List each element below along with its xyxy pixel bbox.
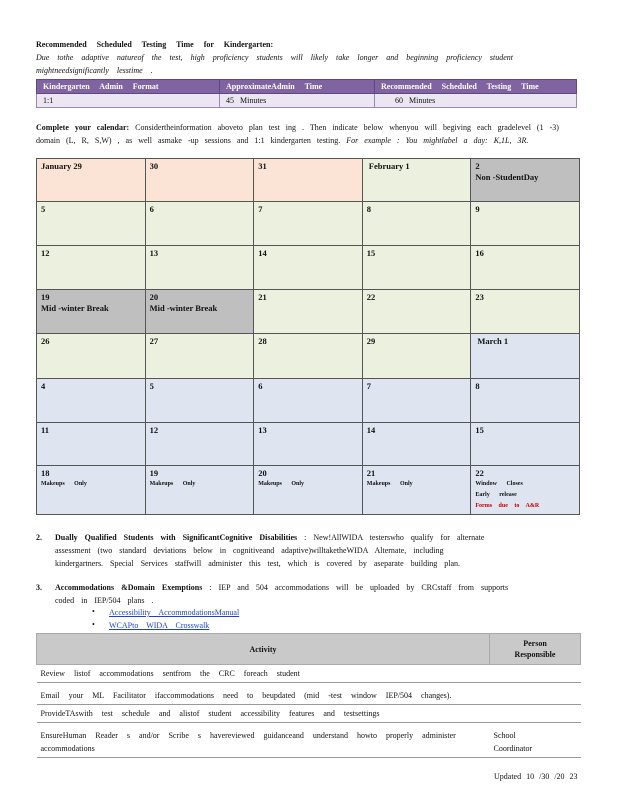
- schedule-cell-recommended: 60 Minutes: [375, 94, 577, 108]
- bullet-icon: •: [92, 607, 95, 616]
- bullet-icon: •: [92, 620, 95, 629]
- accessibility-manual-anchor[interactable]: Accessibility AccommodationsManual: [109, 608, 240, 617]
- item-2-line3: kindergartners. Special Services staffwill administer this test, which is covered by aseparate building plan.: [55, 559, 461, 568]
- calendar-forms-note: Forms due to A&R: [475, 503, 540, 509]
- calendar-cell[interactable]: [37, 290, 146, 334]
- calendar-cell[interactable]: [362, 202, 471, 246]
- updated-date: Updated 10 /30 /20 23: [494, 772, 578, 781]
- calendar-note: Makeups Only: [258, 481, 305, 487]
- person-cell: [490, 723, 581, 758]
- item-3-number: 3.: [36, 583, 42, 592]
- calendar-cell[interactable]: [145, 466, 254, 515]
- schedule-cell-approx: 45 Minutes: [220, 94, 375, 108]
- calendar-day: 20: [258, 468, 267, 478]
- calendar-cell[interactable]: [37, 423, 146, 466]
- calendar-day: 6: [149, 204, 154, 214]
- calendar-cell[interactable]: [471, 202, 580, 246]
- calendar-cell[interactable]: [471, 246, 580, 290]
- schedule-description: Due tothe adaptive natureof the test, high proficiency students will likely take longer and beginning proficiency student mightneedsignificantly lesstime .: [36, 53, 514, 75]
- calendar-day: 8: [366, 204, 372, 214]
- calendar-day: 14: [258, 248, 267, 258]
- calendar-day: 5: [41, 204, 46, 214]
- item-2-number: 2.: [36, 533, 42, 542]
- item-3-lead: Accommodations &Domain Exemptions: [55, 583, 203, 592]
- calendar-cell[interactable]: [362, 379, 471, 423]
- calendar-cell[interactable]: [471, 334, 580, 379]
- activity-cell: Review listof accommodations sentfrom the CRC foreach student: [37, 665, 490, 683]
- calendar-day: 23: [475, 292, 484, 302]
- calendar-day: 2: [475, 161, 480, 171]
- schedule-header-format: Kindergarten Admin Format: [37, 80, 220, 94]
- calendar-day: 22: [366, 292, 376, 302]
- activity-cell: ProvideTAswith test schedule and alistof student accessibility features and testsettings: [37, 705, 490, 723]
- calendar-day: 14: [366, 425, 376, 435]
- calendar-cell[interactable]: [362, 159, 471, 202]
- calendar-cell[interactable]: [362, 423, 471, 466]
- calendar-note: Makeups Only: [149, 481, 196, 487]
- accessibility-manual-link[interactable]: [109, 606, 239, 619]
- calendar-cell[interactable]: [145, 334, 254, 379]
- calendar-cell[interactable]: [37, 159, 146, 202]
- calendar-cell[interactable]: [471, 423, 580, 466]
- calendar-intro: [36, 121, 584, 147]
- calendar-cell[interactable]: [37, 246, 146, 290]
- activity-cell: Email your ML Facilitator ifaccommodations need to beupdated (mid -test window IEP/504 changes).: [37, 683, 490, 705]
- calendar-cell[interactable]: [254, 159, 363, 202]
- person-cell-text: School Coordinator: [493, 731, 533, 753]
- calendar-intro-example: For example : You mightlabel a day: K,1L, 3R.: [346, 136, 529, 145]
- calendar-day: 12: [41, 248, 50, 258]
- item-3-text: [55, 581, 585, 594]
- calendar-cell[interactable]: [254, 202, 363, 246]
- calendar-day: 9: [475, 204, 480, 214]
- calendar-day: 8: [475, 381, 480, 391]
- calendar-day: 12: [149, 425, 159, 435]
- calendar-cell[interactable]: [362, 290, 471, 334]
- calendar-day: 19: [41, 292, 50, 302]
- calendar-day: 27: [149, 336, 159, 346]
- calendar-note: Window Closes: [475, 481, 523, 487]
- calendar-cell[interactable]: [362, 246, 471, 290]
- activity-table: [36, 633, 581, 758]
- calendar-day: March 1: [477, 336, 509, 346]
- calendar-day: 13: [149, 248, 159, 258]
- calendar-cell[interactable]: [145, 246, 254, 290]
- calendar-day: 15: [475, 425, 484, 435]
- calendar-day: 30: [149, 161, 159, 171]
- calendar-cell[interactable]: [254, 290, 363, 334]
- calendar-day: 21: [366, 468, 376, 478]
- calendar-day: 19: [149, 468, 159, 478]
- calendar-cell[interactable]: [37, 202, 146, 246]
- person-cell: [490, 705, 581, 723]
- calendar-day: January 29: [41, 161, 82, 171]
- person-cell: [490, 665, 581, 683]
- item-2-text: [55, 531, 585, 544]
- activity-header: Activity: [37, 634, 490, 665]
- schedule-header-approx: ApproximateAdmin Time: [220, 80, 375, 94]
- table-row: [37, 723, 581, 758]
- person-header-text: Person Responsible: [514, 639, 556, 659]
- calendar-note: Mid -winter Break: [41, 303, 109, 313]
- calendar-day: 16: [475, 248, 484, 258]
- calendar-cell[interactable]: [145, 423, 254, 466]
- calendar-day: 5: [149, 381, 154, 391]
- calendar-day: 6: [258, 381, 263, 391]
- calendar-day: 26: [41, 336, 50, 346]
- calendar-intro-lead: Complete your calendar:: [36, 123, 130, 132]
- calendar-cell[interactable]: [471, 290, 580, 334]
- calendar-day: February 1: [368, 161, 410, 171]
- calendar-note: Non -StudentDay: [475, 172, 539, 182]
- person-cell: [490, 683, 581, 705]
- calendar-day: 29: [366, 336, 376, 346]
- calendar-cell[interactable]: [362, 466, 471, 515]
- calendar-day: 28: [258, 336, 267, 346]
- calendar-cell[interactable]: [254, 466, 363, 515]
- schedule-header-recommended: Recommended Scheduled Testing Time: [375, 80, 577, 94]
- calendar-note: Early release: [475, 492, 517, 498]
- calendar-note: Makeups Only: [41, 481, 87, 487]
- person-header: [490, 634, 581, 665]
- calendar-day: 11: [41, 425, 50, 435]
- item-2-line1: : New!AllWIDA testerswho qualify for alternate: [297, 533, 485, 542]
- calendar-day: 15: [366, 248, 376, 258]
- item-2-line2: assessment (two standard deviations below in cognitiveand adaptive)willtaketheWIDA Alternate, including: [55, 546, 444, 555]
- item-3-line1: : IEP and 504 accommodations will be uploaded by CRCstaff from supports: [202, 583, 509, 592]
- schedule-heading: Recommended Scheduled Testing Time for Kindergarten:: [36, 40, 274, 49]
- calendar-cell[interactable]: [471, 159, 580, 202]
- calendar-note: Makeups Only: [366, 481, 413, 487]
- schedule-cell-format: 1:1: [37, 94, 220, 108]
- calendar-day: 22: [475, 468, 484, 478]
- calendar-day: 4: [41, 381, 46, 391]
- calendar-day: 7: [366, 381, 372, 391]
- calendar-cell[interactable]: [37, 466, 146, 515]
- calendar-cell[interactable]: [254, 423, 363, 466]
- calendar-cell[interactable]: [254, 246, 363, 290]
- calendar-day: 13: [258, 425, 267, 435]
- calendar-cell[interactable]: [254, 334, 363, 379]
- calendar-cell[interactable]: [145, 379, 254, 423]
- testing-calendar: [36, 158, 580, 515]
- calendar-cell[interactable]: [37, 379, 146, 423]
- calendar-cell[interactable]: [471, 379, 580, 423]
- calendar-cell[interactable]: [362, 334, 471, 379]
- calendar-cell[interactable]: [145, 290, 254, 334]
- calendar-day: 18: [41, 468, 50, 478]
- calendar-day: 21: [258, 292, 267, 302]
- calendar-cell[interactable]: [254, 379, 363, 423]
- table-row: [37, 665, 581, 683]
- calendar-cell[interactable]: [471, 466, 580, 515]
- item-2-lead: Dually Qualified Students with SignificantCognitive Disabilities: [55, 533, 298, 542]
- calendar-day: 7: [258, 204, 263, 214]
- calendar-day: 20: [149, 292, 159, 302]
- calendar-cell[interactable]: [37, 334, 146, 379]
- calendar-intro-text: Considertheinformation aboveto plan test ing . Then indicate below whenyou will begiving each gradelevel (1 -3) domain (L, R, S,W) , as well asmake -up sessions and 1:1 kindergarten testing.: [36, 123, 559, 145]
- table-row: [37, 705, 581, 723]
- wcap-crosswalk-link[interactable]: [109, 619, 209, 632]
- calendar-day: 31: [258, 161, 267, 171]
- calendar-cell[interactable]: [145, 202, 254, 246]
- calendar-cell[interactable]: [145, 159, 254, 202]
- item-3-line2: coded in IEP/504 plans .: [55, 596, 154, 605]
- calendar-note: Mid -winter Break: [149, 303, 218, 313]
- wcap-crosswalk-anchor[interactable]: WCAPto WIDA Crosswalk: [109, 621, 210, 630]
- schedule-table: [36, 79, 577, 108]
- activity-cell: EnsureHuman Reader s and/or Scribe s havereviewed guidanceand understand howto properly administer accommodations: [37, 723, 490, 758]
- table-row: [37, 683, 581, 705]
